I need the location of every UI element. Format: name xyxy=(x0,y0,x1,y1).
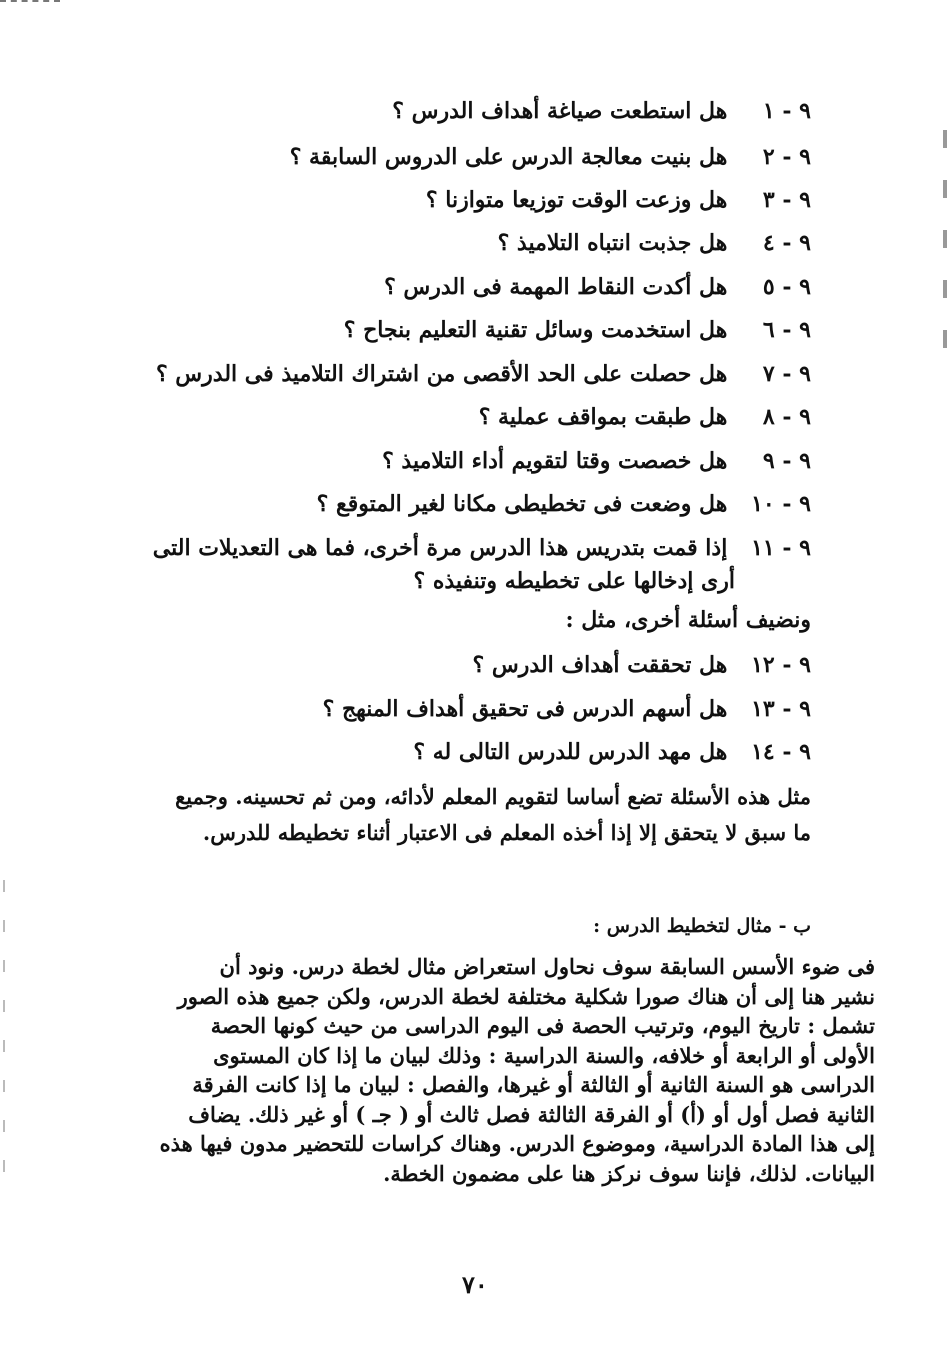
section-line: تشمل : تاريخ اليوم، وترتيب الحصة فى اليوم الدراسى من حيث كونها الحصة xyxy=(210,1013,875,1038)
question-9-11 xyxy=(153,533,811,563)
section-line: فى ضوء الأسس السابقة سوف نحاول استعراض مثال لخطة درس. ونود أن xyxy=(219,954,875,979)
question-number: ٩ - ٢ xyxy=(762,144,811,170)
section-heading: ب - مثال لتخطيط الدرس : xyxy=(593,915,811,937)
question-9-7 xyxy=(156,359,811,389)
question-9-3 xyxy=(426,185,811,215)
section-paragraph xyxy=(125,952,875,1188)
question-number: ٩ - ١ xyxy=(762,98,811,124)
question-text: هل مهد الدرس للدرس التالى له ؟ xyxy=(413,739,728,765)
question-number: ٩ - ١٤ xyxy=(751,739,811,765)
scan-mark-right-edge xyxy=(943,130,947,360)
question-text: هل جذبت انتباه التلاميذ ؟ xyxy=(497,230,728,256)
question-number: ٩ - ٨ xyxy=(762,404,811,430)
question-text: هل استطعت صياغة أهداف الدرس ؟ xyxy=(392,98,728,124)
question-number: ٩ - ٣ xyxy=(762,187,811,213)
section-line: الثانية فصل أول أو (أ) أو الفرقة الثالثة فصل ثالث أو ( جـ ) أو غير ذلك. يضاف xyxy=(188,1101,875,1127)
question-text: هل وزعت الوقت توزيعا متوازنا ؟ xyxy=(425,187,728,213)
question-number: ٩ - ٥ xyxy=(762,274,811,300)
question-text: هل أكدت النقاط المهمة فى الدرس ؟ xyxy=(384,274,728,300)
summary-line: مثل هذه الأسئلة تضع أساسا لتقويم المعلم لأدائه، ومن ثم تحسينه. وجميع xyxy=(175,784,811,809)
question-9-4 xyxy=(498,228,811,258)
question-9-13 xyxy=(323,694,811,724)
question-number: ٩ - ١٠ xyxy=(751,491,811,517)
question-text: هل طبقت بمواقف عملية ؟ xyxy=(478,404,728,430)
scan-mark-left-edge xyxy=(3,880,5,1180)
question-text: هل وضعت فى تخطيطى مكانا لغير المتوقع ؟ xyxy=(316,491,728,517)
question-9-6 xyxy=(344,315,811,345)
question-9-10 xyxy=(317,489,811,519)
question-9-8 xyxy=(479,402,811,432)
question-9-1 xyxy=(392,96,811,126)
question-text: هل تحققت أهداف الدرس ؟ xyxy=(472,652,728,678)
question-number: ٩ - ١٣ xyxy=(751,696,811,722)
section-line: البيانات. لذلك، فإننا سوف نركز هنا على مضمون الخطة. xyxy=(383,1160,875,1186)
scan-mark-top xyxy=(0,0,60,10)
question-text: إذا قمت بتدريس هذا الدرس مرة أخرى، فما هى التعديلات التى xyxy=(152,535,728,561)
question-number: ٩ - ٤ xyxy=(762,230,811,256)
question-number: ٩ - ٧ xyxy=(762,361,811,387)
question-9-9 xyxy=(382,446,811,476)
section-line: الدراسى هو السنة الثانية أو الثالثة أو غيرها، والفصل : لبيان ما إذا كانت الفرقة xyxy=(192,1072,875,1097)
question-text: هل استخدمت وسائل تقنية التعليم بنجاح ؟ xyxy=(343,317,728,343)
question-number: ٩ - ١١ xyxy=(751,535,811,561)
section-line: إلى هذا المادة الدراسية، وموضوع الدرس. وهناك كراسات للتحضير مدون فيها هذه xyxy=(159,1131,875,1156)
other-questions-intro: ونضيف أسئلة أخرى، مثل : xyxy=(565,607,811,633)
question-number: ٩ - ٦ xyxy=(762,317,811,343)
section-line: نشير هنا إلى أن هناك صورا شكلية مختلفة لخطة الدرس، ولكن جميع هذه الصور xyxy=(177,983,875,1009)
question-9-2 xyxy=(290,142,811,172)
page-number: ٧٠ xyxy=(462,1270,488,1299)
question-9-5 xyxy=(384,272,811,302)
summary-line: ما سبق لا يتحقق إلا إذا أخذه المعلم فى الاعتبار أثناء تخطيطه للدرس. xyxy=(202,820,811,845)
summary-paragraph xyxy=(141,779,811,851)
question-text: هل أسهم الدرس فى تحقيق أهداف المنهج ؟ xyxy=(322,696,728,722)
question-number: ٩ - ٩ xyxy=(762,448,811,474)
question-text: هل خصصت وقتا لتقويم أداء التلاميذ ؟ xyxy=(382,448,728,474)
section-line: الأولى أو الرابعة أو خلافه، والسنة الدراسية : وذلك لبيان ما إذا كان المستوى xyxy=(213,1042,875,1068)
question-9-14 xyxy=(413,737,811,767)
question-9-11-continuation: أرى إدخالها على تخطيطه وتنفيذه ؟ xyxy=(413,568,735,594)
question-9-12 xyxy=(473,650,811,680)
question-text: هل حصلت على الحد الأقصى من اشتراك التلاميذ فى الدرس ؟ xyxy=(155,361,728,387)
question-number: ٩ - ١٢ xyxy=(751,652,811,678)
question-text: هل بنيت معالجة الدرس على الدروس السابقة ؟ xyxy=(289,144,728,170)
